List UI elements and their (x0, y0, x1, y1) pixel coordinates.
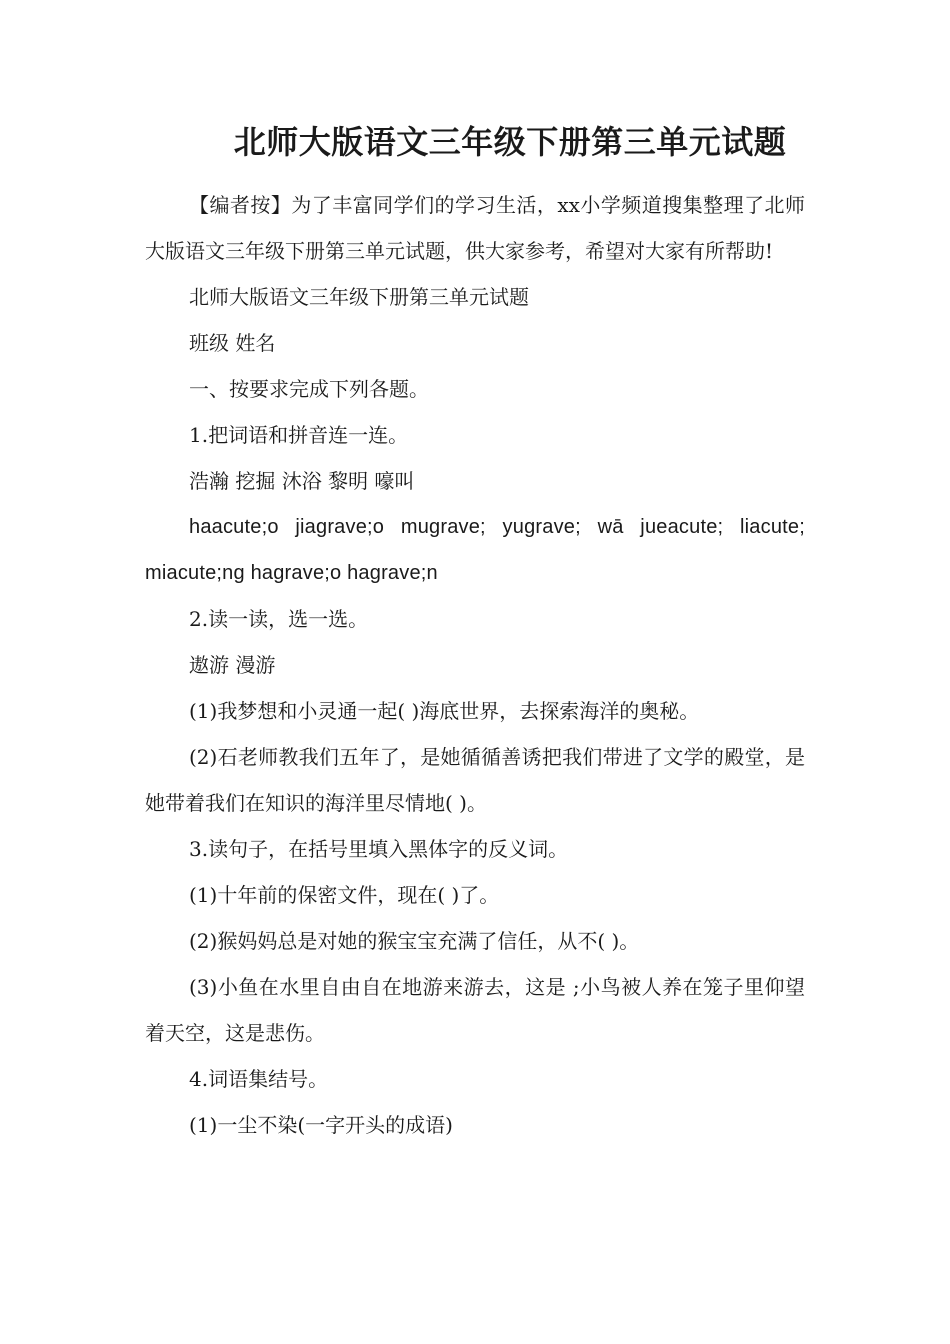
question-1-pinyin: haacute;o jiagrave;o mugrave; yugrave; wā jueacute; liacute; miacute;ng hagrave;o hagrave;n (145, 516, 805, 584)
question-2-options: 遨游 漫游 (189, 653, 276, 677)
question-2-heading: 2.读一读，选一选。 (189, 607, 369, 631)
question-2-item-1: (1)我梦想和小灵通一起( )海底世界，去探索海洋的奥秘。 (189, 699, 700, 723)
question-4-heading: 4.词语集结号。 (189, 1067, 329, 1091)
question-3-heading: 3.读句子，在括号里填入黑体字的反义词。 (189, 837, 569, 861)
document-title: 北师大版语文三年级下册第三单元试题 (233, 123, 787, 161)
question-1-words: 浩瀚 挖掘 沐浴 黎明 嚎叫 (189, 469, 415, 493)
question-1-heading: 1.把词语和拼音连一连。 (189, 423, 409, 447)
section-heading-1: 一、按要求完成下列各题。 (189, 377, 429, 401)
document-body (145, 182, 805, 1148)
question-3-item-2: (2)猴妈妈总是对她的猴宝宝充满了信任，从不( )。 (189, 929, 640, 953)
question-4-item-1: (1)一尘不染(一字开头的成语) (189, 1113, 453, 1137)
class-name-line: 班级 姓名 (189, 331, 276, 355)
test-subtitle: 北师大版语文三年级下册第三单元试题 (189, 285, 529, 309)
question-3-item-3: (3)小鱼在水里自由自在地游来游去，这是 ;小鸟被人养在笼子里仰望着天空，这是悲伤。 (145, 975, 805, 1045)
editor-note-paragraph: 【编者按】为了丰富同学们的学习生活，xx小学频道搜集整理了北师大版语文三年级下册第三单元试题，供大家参考，希望对大家有所帮助! (145, 193, 805, 263)
question-2-item-2: (2)石老师教我们五年了，是她循循善诱把我们带进了文学的殿堂，是她带着我们在知识的海洋里尽情地( )。 (145, 745, 805, 815)
question-3-item-1: (1)十年前的保密文件，现在( )了。 (189, 883, 500, 907)
